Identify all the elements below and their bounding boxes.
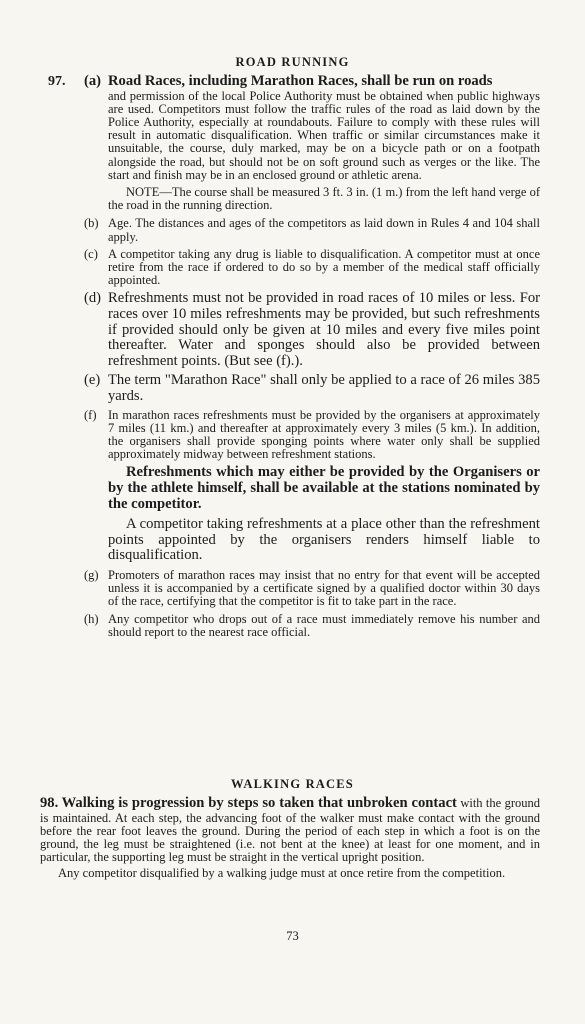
item-label-f: (f) <box>84 407 97 422</box>
road-running-rules <box>84 74 540 643</box>
rule-97-c-text: A competitor taking any drug is liable to disqualification. A competitor must at once retire from the race if ordered to do so by a member of the medical staff officially appointed. <box>108 246 540 288</box>
rule-97-d-text: Refreshments must not be provided in road races of 10 miles or less. For races over 10 miles refreshments may be provided, but such refreshments if provided should only be given at 10 miles and every five miles point thereafter. Water and sponges should also be provided between refreshment points. (But see (f).). <box>108 290 540 369</box>
rule-97-a <box>84 74 540 182</box>
rule-97-d <box>84 291 540 369</box>
rule-97-c <box>84 248 540 288</box>
rule-98-para2: Any competitor disqualified by a walking judge must at once retire from the competition. <box>58 866 506 881</box>
rule-97-h <box>84 613 540 639</box>
rule-97-h-text: Any competitor who drops out of a race must immediately remove his number and should report to the nearest race official. <box>108 611 540 639</box>
item-label-h: (h) <box>84 611 99 626</box>
rule-97-b-text: Age. The distances and ages of the competitors as laid down in Rules 4 and 104 shall apply. <box>108 216 540 244</box>
section-heading-road-running: ROAD RUNNING <box>235 55 350 69</box>
rule-97-f-more: A competitor taking refreshments at a place other than the refreshment points appointed by the organisers renders himself liable to disqualification. <box>108 516 540 564</box>
item-label-d: (d) <box>84 290 102 307</box>
rule-97-a-text: and permission of the local Police Authority must be obtained when public highways are used. Competitors must follow the traffic rules of the road as laid down by the Police Authority, especially at roundabouts. Failure to comply with these rules will result in automatic disqualification. When traffic or similar circumstances make it unsuitable, the course, duly marked, may be on a bicycle path or on a footpath alongside the road, but should not be on soft ground such as verges or the like. The start and finish may be in an enclosed ground or athletic arena. <box>108 88 540 182</box>
rule-97-g-text: Promoters of marathon races may insist that no entry for that event will be accepted unless it is accompanied by a certificate signed by a qualified doctor within 30 days of the race, certifying that the competitor is fit to take part in the race. <box>108 567 540 609</box>
page-number: 73 <box>286 929 299 943</box>
rule-97-e <box>84 373 540 404</box>
section-heading-walking-races: WALKING RACES <box>231 777 354 791</box>
rule-number-98: 98. <box>40 795 59 811</box>
item-label-a: (a) <box>84 73 102 89</box>
rule-97-b <box>84 217 540 243</box>
rule-98-text: with the ground is maintained. At each step, the advancing foot of the walker must make contact with the ground before the rear foot leaves the ground. During the period of each step in which a foot is on the ground, the leg must be straightened (i.e. not bent at the knee) at least for one moment, and in particular, the supporting leg must be straight in the vertical upright position. <box>40 796 540 865</box>
walking-races-rules <box>40 796 540 886</box>
rule-98-lead: Walking is progression by steps so taken that unbroken contact <box>61 795 457 811</box>
rule-97-g <box>84 569 540 609</box>
rule-97-a-lead: Road Races, including Marathon Races, shall be run on roads <box>108 73 493 89</box>
item-label-b: (b) <box>84 216 99 231</box>
item-label-g: (g) <box>84 567 99 582</box>
item-label-c: (c) <box>84 246 98 261</box>
rule-97-f-bold: Refreshments which may either be provided by the Organisers or by the athlete himself, shall be available at the stations nominated by the competitor. <box>108 464 540 512</box>
item-label-e: (e) <box>84 372 101 389</box>
rule-97-e-text: The term "Marathon Race" shall only be applied to a race of 26 miles 385 yards. <box>108 372 540 404</box>
rule-97-note: NOTE—The course shall be measured 3 ft. 3 in. (1 m.) from the left hand verge of the road in the running direction. <box>108 185 540 213</box>
rule-97-f <box>84 409 540 462</box>
rule-number-97: 97. <box>48 74 66 89</box>
rule-97-f-text: In marathon races refreshments must be provided by the organisers at approximately 7 miles (11 km.) and thereafter at approximately every 3 miles (5 km.). In addition, the organisers shall provide sponging points where water only shall be supplied approximately midway between refreshment stations. <box>108 407 540 462</box>
